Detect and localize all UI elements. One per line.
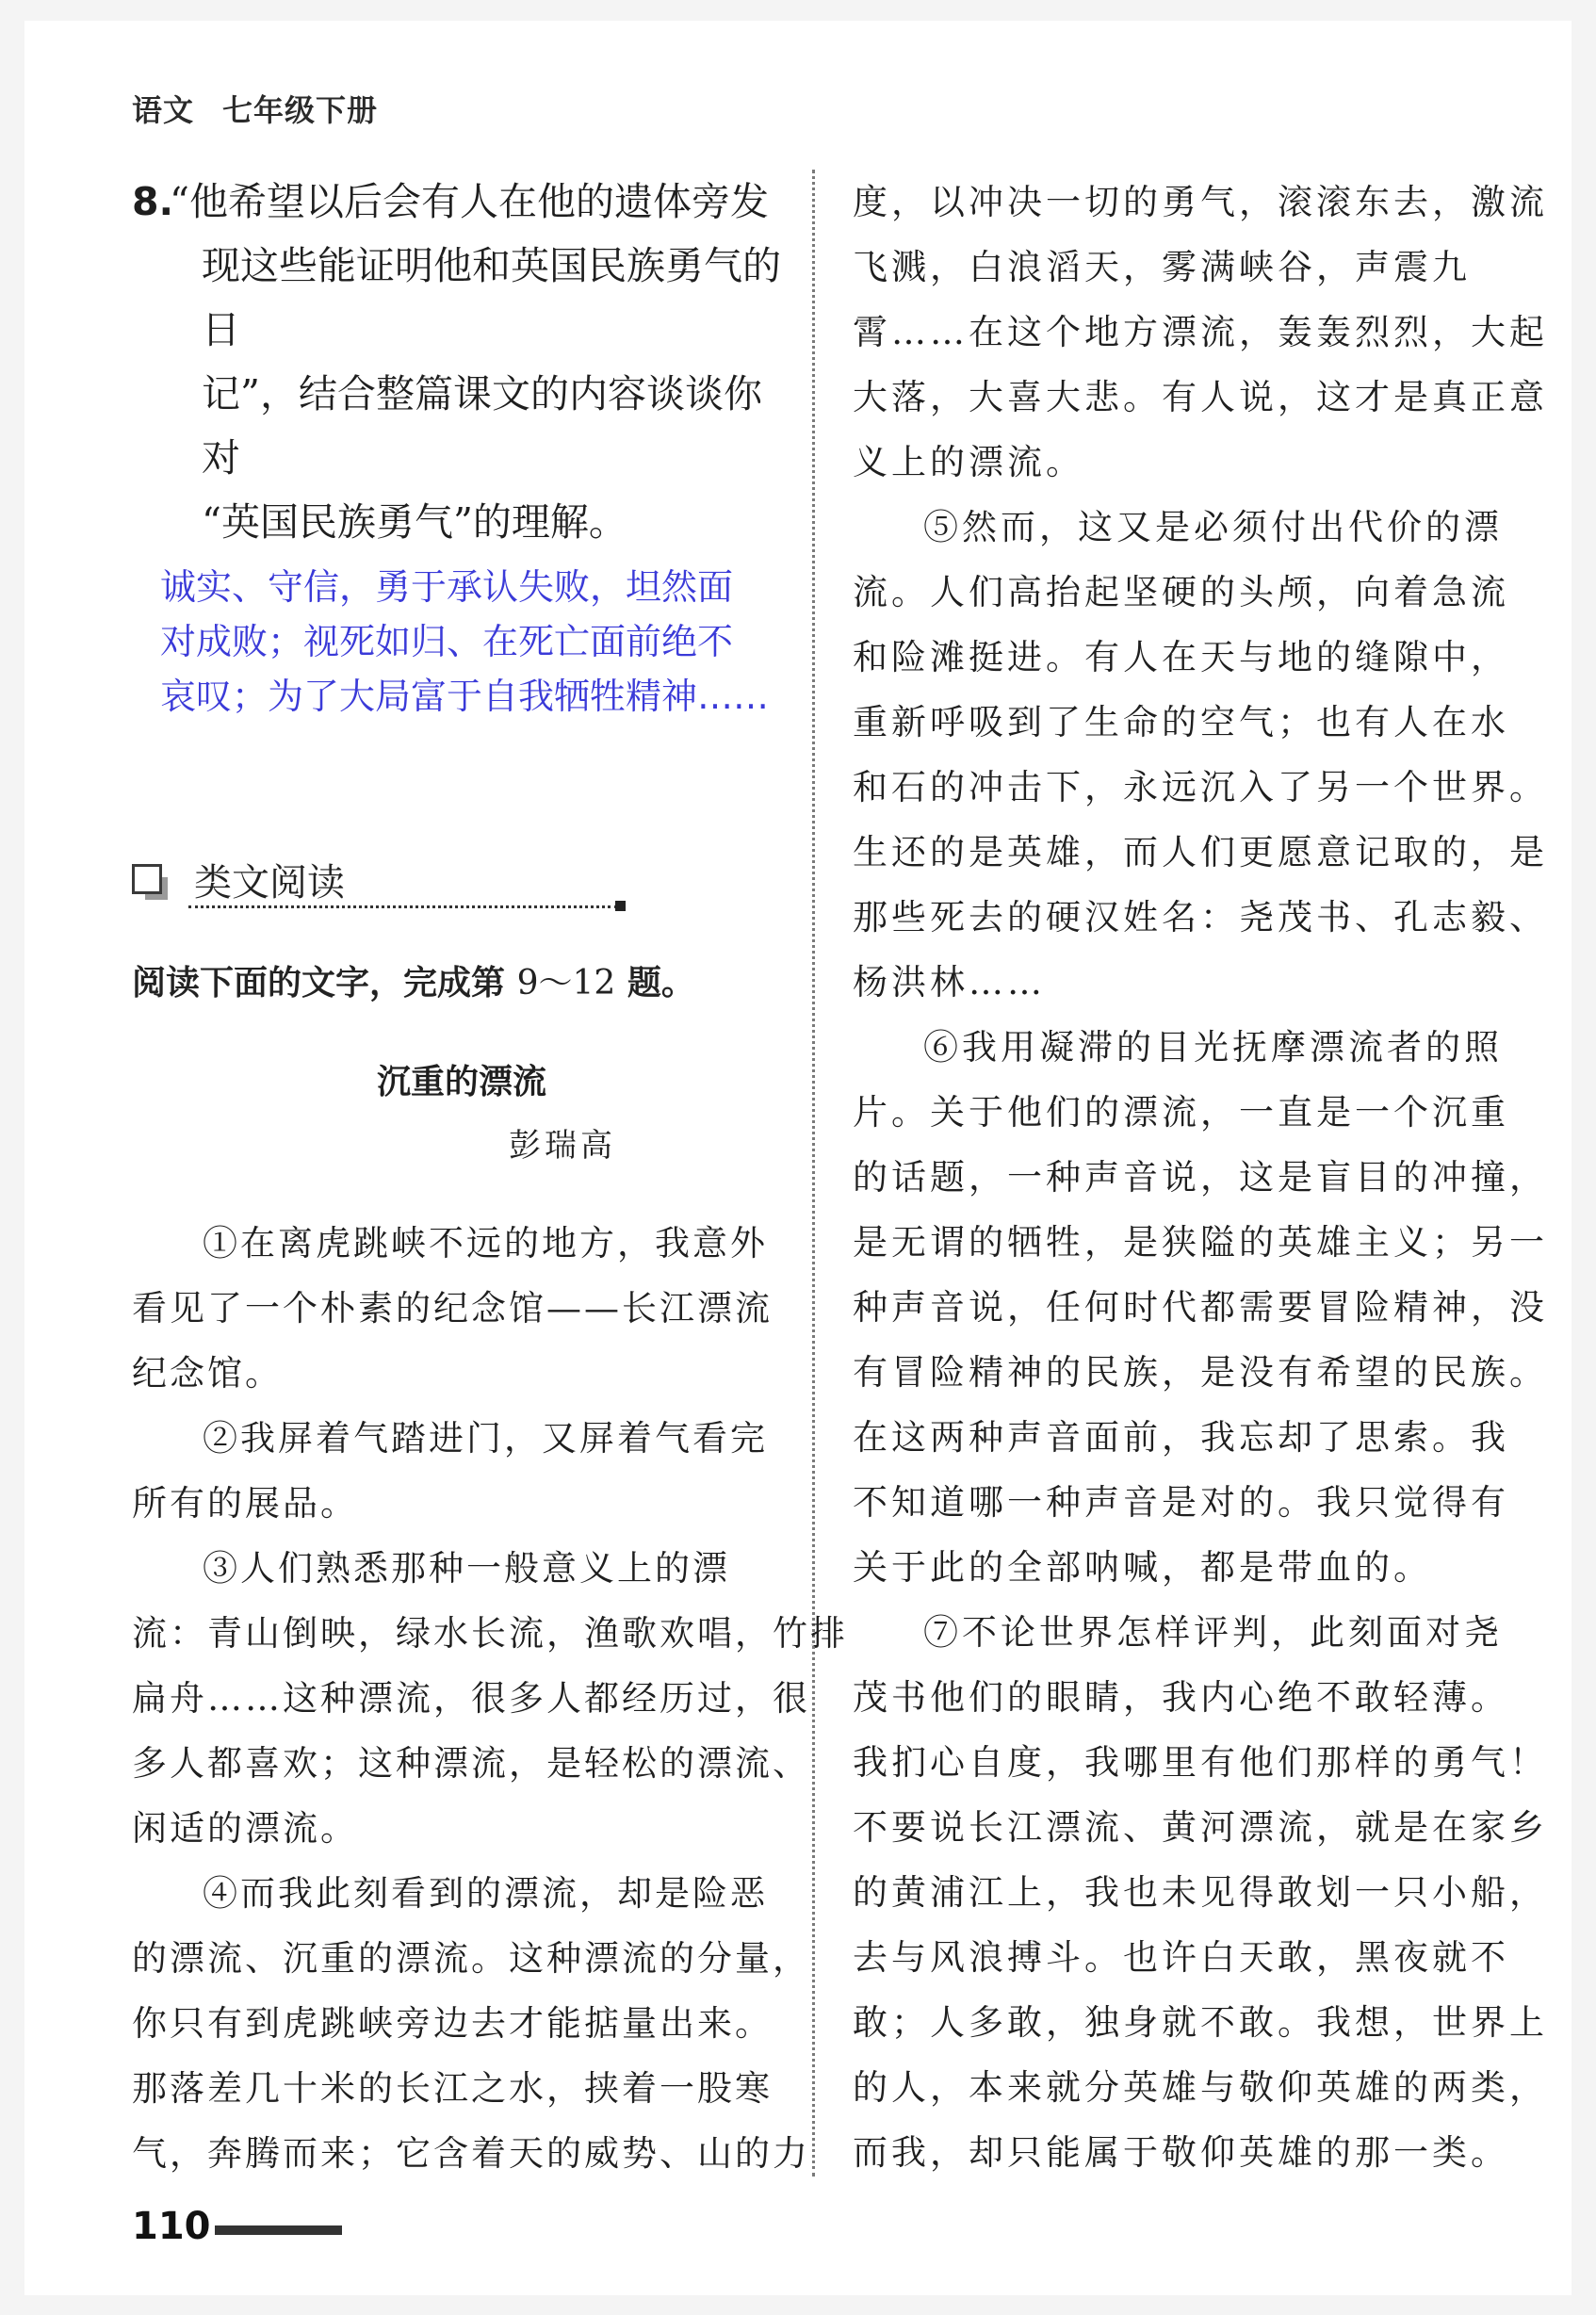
article-line: 而我，却只能属于敬仰英雄的那一类。 [853, 2132, 1509, 2173]
question-line: “英国民族勇气”的理解。 [202, 499, 627, 545]
article-line: 闲适的漂流。 [132, 1808, 358, 1849]
article-line: 是无谓的牺牲，是狭隘的英雄主义；另一 [853, 1222, 1548, 1263]
question-text [132, 170, 791, 554]
article-line: 所有的展品。 [132, 1483, 358, 1524]
article-body-right [853, 170, 1548, 2185]
article-line: 敢；人多敢，独身就不敢。我想，世界上 [853, 2002, 1548, 2043]
section-end-mark [615, 901, 626, 911]
article-line: 扁舟……这种漂流，很多人都经历过，很 [132, 1678, 810, 1719]
article-line: 和石的冲击下，永远沉入了另一个世界。 [853, 767, 1548, 807]
article-line: 的话题，一种声音说，这是盲目的冲撞， [853, 1157, 1548, 1198]
article-line: ③人们熟悉那种一般意义上的漂 [203, 1548, 730, 1589]
header-grade: 七年级下册 [222, 92, 379, 128]
instruction-suffix: 题。 [627, 964, 695, 1003]
article-line: 的人，本来就分英雄与敬仰英雄的两类， [853, 2067, 1548, 2108]
article-line: 看见了一个朴素的纪念馆——长江漂流 [132, 1288, 773, 1329]
article-line: ⑦不论世界怎样评判，此刻面对尧 [923, 1612, 1503, 1653]
article-line: 茂书他们的眼睛，我内心绝不敢轻薄。 [853, 1677, 1509, 1718]
article-line: 和险滩挺进。有人在天与地的缝隙中， [853, 637, 1509, 677]
article-line: 那落差几十米的长江之水，挟着一股寒 [132, 2068, 773, 2109]
article-line: 气，奔腾而来；它含着天的威势、山的力 [132, 2133, 810, 2174]
page-header [132, 87, 378, 130]
article-line: ④而我此刻看到的漂流，却是险恶 [203, 1873, 768, 1914]
article-line: 你只有到虎跳峡旁边去才能掂量出来。 [132, 2003, 773, 2044]
question-line: 记”，结合整篇课文的内容谈谈你对 [202, 371, 762, 481]
article-line: ⑥我用凝滞的目光抚摩漂流者的照 [923, 1027, 1503, 1068]
article-line: 大落，大喜大悲。有人说，这才是真正意 [853, 377, 1548, 417]
header-subject: 语文 [132, 92, 195, 128]
article-line: 我扪心自度，我哪里有他们那样的勇气！ [853, 1742, 1548, 1783]
question-number: 8. [132, 179, 174, 224]
article-line: 在这两种声音面前，我忘却了思索。我 [853, 1417, 1509, 1458]
article-line: 多人都喜欢；这种漂流，是轻松的漂流、 [132, 1743, 810, 1784]
article-line: 流：青山倒映，绿水长流，渔歌欢唱，竹排 [132, 1613, 848, 1654]
left-column [132, 170, 791, 724]
instruction-prefix: 阅读下面的文字，完成第 [132, 964, 506, 1003]
article-line: 杨洪林…… [853, 962, 1046, 1003]
article-line: 霄……在这个地方漂流，轰轰烈烈，大起 [853, 312, 1548, 352]
article-line: 不知道哪一种声音是对的。我只觉得有 [853, 1482, 1509, 1523]
article-line: 那些死去的硬汉姓名：尧茂书、孔志毅、 [853, 897, 1548, 937]
article-line: 去与风浪搏斗。也许白天敢，黑夜就不 [853, 1937, 1509, 1978]
question-line: 现这些能证明他和英国民族勇气的日 [202, 243, 781, 352]
question-8 [132, 170, 791, 554]
article-line: 关于此的全部呐喊，都是带血的。 [853, 1547, 1432, 1588]
section-squares-icon [132, 864, 170, 902]
answer-line: 对成败；视死如归、在死亡面前绝不 [160, 621, 734, 662]
footer-bar [215, 2225, 342, 2235]
handwritten-answer [132, 560, 791, 724]
article-line: 的黄浦江上，我也未见得敢划一只小船， [853, 1872, 1548, 1913]
article-line: 飞溅，白浪滔天，雾满峡谷，声震九 [853, 247, 1471, 287]
article-line: 不要说长江漂流、黄河漂流，就是在家乡 [853, 1807, 1548, 1848]
article-line: 种声音说，任何时代都需要冒险精神，没 [853, 1287, 1548, 1328]
answer-line: 诚实、守信，勇于承认失败，坦然面 [160, 566, 734, 608]
article-line: 重新呼吸到了生命的空气；也有人在水 [853, 702, 1509, 742]
section-dotted-rule [188, 905, 617, 908]
article-line: 纪念馆。 [132, 1353, 283, 1394]
article-line: ②我屏着气踏进门，又屏着气看完 [203, 1418, 768, 1459]
question-line: “他希望以后会有人在他的遗体旁发 [170, 179, 769, 224]
article-line: 义上的漂流。 [853, 442, 1084, 482]
article-line: 流。人们高抬起坚硬的头颅，向着急流 [853, 572, 1509, 612]
instruction-range: 9～12 [516, 964, 616, 1003]
article-line: ⑤然而，这又是必须付出代价的漂 [923, 507, 1503, 547]
section-heading [132, 853, 627, 905]
reading-instruction [132, 956, 695, 1004]
article-body-left [132, 1211, 848, 2186]
article-author: 彭瑞高 [509, 1127, 616, 1165]
article-line: 的漂流、沉重的漂流。这种漂流的分量， [132, 1938, 810, 1979]
article-line: 片。关于他们的漂流，一直是一个沉重 [853, 1092, 1509, 1133]
answer-line: 哀叹；为了大局富于自我牺牲精神…… [160, 676, 770, 717]
article-line: ①在离虎跳峡不远的地方，我意外 [203, 1223, 768, 1263]
column-divider [812, 170, 815, 2176]
section-title: 类文阅读 [194, 861, 345, 905]
article-line: 度，以冲决一切的勇气，滚滚东去，激流 [853, 182, 1548, 222]
article-title: 沉重的漂流 [376, 1063, 546, 1101]
page-number: 110 [132, 2205, 211, 2248]
article-line: 生还的是英雄，而人们更愿意记取的，是 [853, 832, 1548, 872]
article-line: 有冒险精神的民族，是没有希望的民族。 [853, 1352, 1548, 1393]
